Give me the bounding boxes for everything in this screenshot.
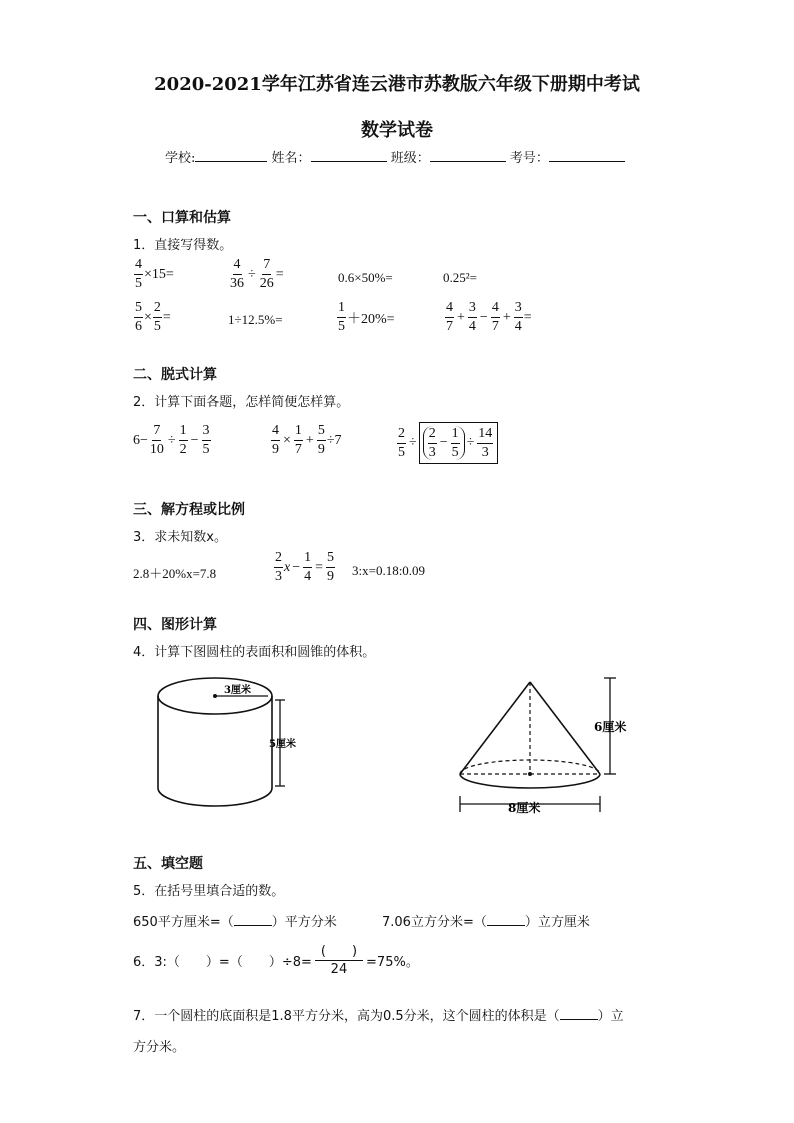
class-label: 班级： (390, 151, 430, 166)
name-label: 姓名： (271, 151, 311, 166)
question-7-line-1: 7．一个圆柱的底面积是1.8平方分米，高为0.5分米，这个圆柱的体积是（ ）立 (133, 1009, 624, 1024)
cylinder-height-label: 5厘米 (269, 739, 296, 750)
q1-item-c: 0.6×50%= (338, 270, 393, 285)
q1-item-g: $\frac{1}{5}$ ＋20%= (338, 300, 395, 334)
q2-expr-2: $\frac{4}{9}$ × $\frac{1}{7}$ + $\frac{5}{9}$ ÷7 (272, 423, 342, 457)
question-2: 2．计算下面各题，怎样简便怎样算。 (133, 395, 350, 410)
round-paren: $\frac{2}{3}$ − $\frac{1}{5}$ (423, 426, 465, 460)
q1-item-d: 0.25²= (443, 270, 477, 285)
question-6: 6．3:（ ）=（ ）÷8= $\frac{( )}{24}$ =75%。 (133, 944, 419, 977)
number-label: 考号： (509, 151, 549, 166)
q5-part-b: 7.06立方分米=（ ）立方厘米 (382, 915, 590, 930)
page-title: 2020-2021学年江苏省连云港市苏教版六年级下册期中考试 (154, 74, 640, 95)
school-label: 学校: (165, 151, 196, 166)
section-1-heading: 一、口算和估算 (133, 210, 231, 226)
q1-item-b: $\frac{4}{36}$ ÷ $\frac{7}{26}$ = (230, 257, 284, 291)
q5-part-a: 650平方厘米=（ ）平方分米 (133, 915, 337, 930)
cone-center-dot (528, 772, 532, 776)
section-3-heading: 三、解方程或比例 (133, 502, 245, 518)
section-2-heading: 二、脱式计算 (133, 367, 217, 383)
q3-equation-3: 3:x=0.18:0.09 (352, 563, 426, 578)
page-subtitle: 数学试卷 (361, 120, 433, 141)
section-4-heading: 四、图形计算 (133, 617, 217, 633)
question-4: 4．计算下图圆柱的表面积和圆锥的体积。 (133, 645, 376, 660)
cone-height-label: 6厘米 (594, 720, 627, 734)
q5b-answer-blank[interactable] (487, 913, 525, 926)
question-1: 1．直接写得数。 (133, 238, 233, 253)
q3-equation-2: $\frac{2}{3}$ x − $\frac{1}{4}$ = $\frac{5}{9}$ (275, 550, 335, 584)
question-5: 5．在括号里填合适的数。 (133, 884, 285, 899)
cylinder-center-dot (213, 694, 217, 698)
question-3: 3．求未知数x。 (133, 530, 227, 545)
student-info-line (165, 147, 625, 166)
name-field[interactable] (311, 147, 387, 162)
question-7-line-2: 方分米。 (133, 1040, 186, 1055)
q1-item-e: $\frac{5}{6}$ × $\frac{2}{5}$ = (135, 300, 171, 334)
q5a-answer-blank[interactable] (234, 913, 272, 926)
q1-item-h: $\frac{4}{7}$ + $\frac{3}{4}$ − $\frac{4}{7}$ + $\frac{3}{4}$ = (446, 300, 532, 334)
q1-item-f: 1÷12.5%= (228, 312, 283, 327)
school-field[interactable] (195, 147, 267, 162)
cylinder-radius-label: 3厘米 (224, 685, 251, 696)
q3-equation-1: 2.8＋20%x=7.8 (133, 566, 217, 581)
cone-figure (460, 678, 616, 812)
cylinder-figure (158, 678, 285, 806)
number-field[interactable] (549, 147, 625, 162)
square-bracket: $\frac{2}{3}$ − $\frac{1}{5}$ ÷ $\frac{14}{3}$ (419, 422, 499, 464)
section-5-heading: 五、填空题 (133, 856, 203, 872)
geometry-figures (140, 670, 627, 820)
q2-expr-3: $\frac{2}{5}$ ÷ $\frac{2}{3}$ − $\frac{1}{5}$ ÷ $\frac{14}{3}$ (396, 422, 498, 464)
q2-expr-1: 6− $\frac{7}{10}$ ÷ $\frac{1}{2}$ − $\frac{3}{5}$ (133, 423, 210, 457)
q1-item-a: $\frac{4}{5}$ ×15= (135, 257, 174, 291)
q7-answer-blank[interactable] (560, 1007, 598, 1020)
class-field[interactable] (430, 147, 506, 162)
cone-diameter-label: 8厘米 (508, 801, 541, 815)
